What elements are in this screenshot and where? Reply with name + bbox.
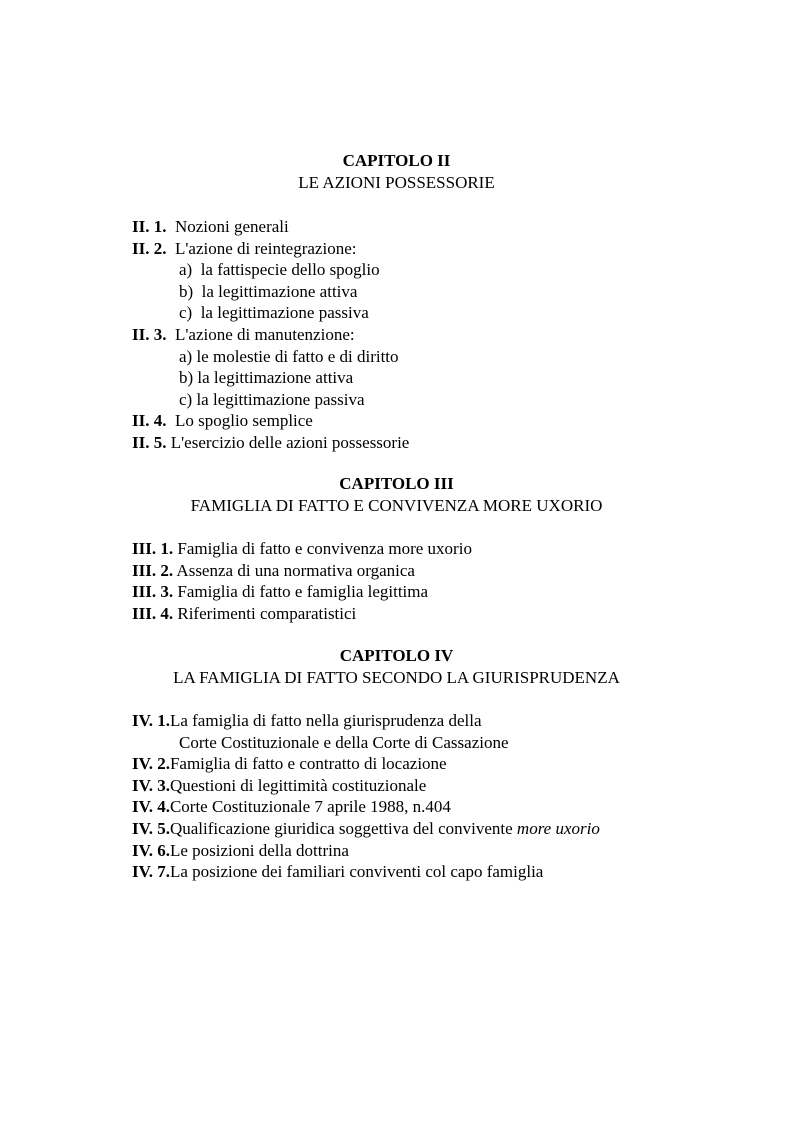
entry-title: Nozioni generali [174, 217, 289, 236]
entry-title: Qualificazione giuridica soggettiva del convivente [169, 818, 517, 838]
entry-number: IV. 4. [132, 797, 170, 817]
toc-subentry [132, 346, 752, 368]
toc-entry [132, 538, 752, 560]
entry-title-italic: more uxorio [516, 818, 600, 838]
toc-entry [132, 840, 752, 862]
toc-entry-continuation [132, 732, 752, 754]
entry-number: II. 5. [132, 432, 167, 452]
entry-title: L'azione di manutenzione: [174, 324, 355, 344]
toc-entry [132, 410, 752, 432]
entry-title: Riferimenti comparatistici [177, 603, 357, 623]
toc-entry [132, 238, 752, 260]
entry-title: L'azione di reintegrazione: [174, 238, 357, 258]
chapter-heading: CAPITOLO IV [339, 646, 454, 665]
chapter-subtitle: LE AZIONI POSSESSORIE [298, 173, 495, 192]
chapter-3 [0, 473, 793, 517]
entry-number: III. 1. [132, 539, 174, 558]
toc-entry [132, 560, 752, 582]
entry-number: IV. 3. [132, 775, 170, 795]
chapter-2-toc [132, 216, 752, 454]
entry-title-continuation: Corte Costituzionale e della Corte di Cassazione [179, 732, 509, 752]
entry-number: II. 2. [132, 238, 167, 258]
entry-title: Corte Costituzionale 7 aprile 1988, n.404 [169, 797, 451, 817]
entry-title: La posizione dei familiari conviventi col capo famiglia [169, 862, 544, 882]
chapter-3-toc [132, 538, 752, 624]
entry-number: IV. 5. [132, 818, 170, 838]
entry-number: IV. 7. [132, 862, 170, 882]
chapter-4 [0, 645, 793, 689]
subentry-title: a) le molestie di fatto e di diritto [179, 346, 399, 366]
toc-entry [132, 581, 752, 603]
toc-subentry [132, 389, 752, 411]
subentry-title: b) la legittimazione attiva [179, 368, 354, 388]
entry-title: Le posizioni della dottrina [169, 840, 349, 860]
toc-entry [132, 324, 752, 346]
chapter-4-toc [132, 710, 752, 883]
entry-number: IV. 1. [132, 711, 170, 730]
toc-entry [132, 775, 752, 797]
entry-number: III. 2. [132, 560, 174, 580]
subentry-title: b) la legittimazione attiva [179, 281, 358, 301]
entry-title: La famiglia di fatto nella giurisprudenza della [169, 711, 482, 730]
entry-title: Famiglia di fatto e convivenza more uxorio [177, 539, 472, 558]
toc-entry [132, 818, 752, 840]
toc-entry [132, 216, 752, 238]
toc-entry [132, 861, 752, 883]
toc-subentry [132, 281, 752, 303]
entry-number: III. 4. [132, 603, 174, 623]
chapter-subtitle: FAMIGLIA DI FATTO E CONVIVENZA MORE UXORIO [190, 496, 603, 515]
toc-subentry [132, 367, 752, 389]
chapter-subtitle: LA FAMIGLIA DI FATTO SECONDO LA GIURISPRUDENZA [173, 668, 620, 687]
entry-number: II. 1. [132, 217, 167, 236]
subentry-title: c) la legittimazione passiva [179, 303, 369, 323]
toc-subentry [132, 259, 752, 281]
chapter-heading: CAPITOLO III [339, 474, 454, 493]
toc-entry [132, 796, 752, 818]
toc-entry [132, 753, 752, 775]
entry-number: III. 3. [132, 582, 174, 602]
entry-number: IV. 6. [132, 840, 170, 860]
subentry-title: a) la fattispecie dello spoglio [179, 260, 380, 280]
toc-entry [132, 603, 752, 625]
entry-title: Questioni di legittimità costituzionale [169, 775, 427, 795]
entry-number: IV. 2. [132, 754, 170, 774]
toc-subentry [132, 302, 752, 324]
subentry-title: c) la legittimazione passiva [179, 389, 365, 409]
entry-number: II. 3. [132, 324, 167, 344]
toc-entry [132, 710, 752, 732]
entry-title: Lo spoglio semplice [174, 411, 313, 431]
entry-title: Famiglia di fatto e famiglia legittima [177, 582, 429, 602]
entry-title: Famiglia di fatto e contratto di locazione [169, 754, 447, 774]
entry-title: L'esercizio delle azioni possessorie [170, 432, 410, 452]
entry-title: Assenza di una normativa organica [176, 560, 415, 580]
toc-entry [132, 432, 752, 454]
chapter-2 [0, 150, 793, 194]
chapter-heading: CAPITOLO II [342, 151, 451, 170]
entry-number: II. 4. [132, 411, 167, 431]
